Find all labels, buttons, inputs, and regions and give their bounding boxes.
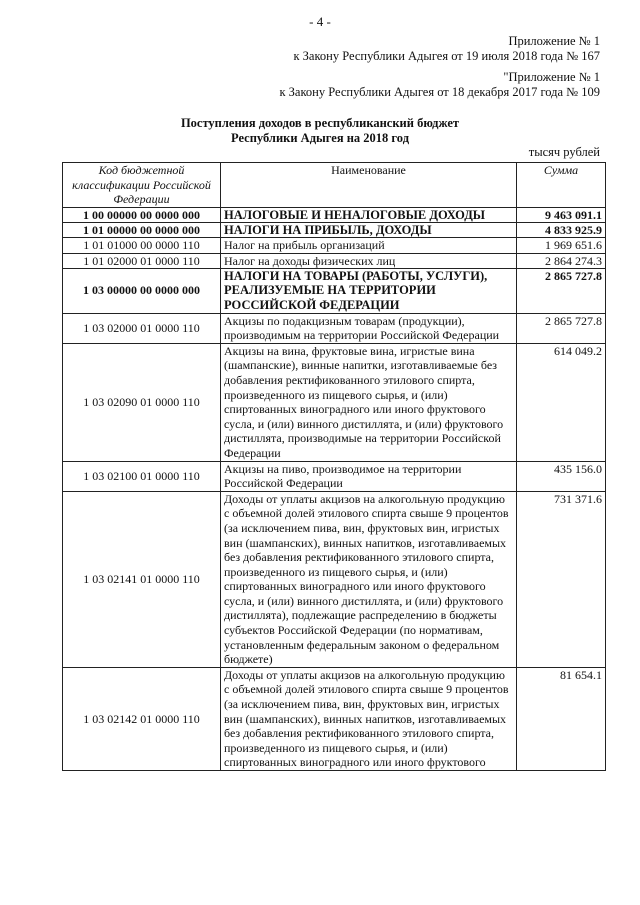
header-code: Код бюджетной классификации Российской Федерации	[63, 163, 221, 208]
title-line1: Поступления доходов в республиканский бюджет	[180, 116, 460, 130]
row-code: 1 01 00000 00 0000 000	[63, 223, 221, 238]
table-row	[63, 461, 606, 491]
table-header-row	[63, 163, 606, 208]
row-name: Налог на доходы физических лиц	[221, 253, 517, 268]
row-name: НАЛОГОВЫЕ И НЕНАЛОГОВЫЕ ДОХОДЫ	[221, 208, 517, 223]
table-row	[63, 268, 606, 313]
table-row	[63, 667, 606, 770]
revenue-table	[62, 162, 606, 771]
appendix-old-line1: "Приложение № 1	[503, 70, 600, 84]
header-sum: Сумма	[517, 163, 606, 208]
row-sum: 731 371.6	[517, 491, 606, 667]
table-row	[63, 491, 606, 667]
appendix-new-line2: к Закону Республики Адыгея от 19 июля 2018 года № 167	[293, 49, 600, 63]
row-sum: 9 463 091.1	[517, 208, 606, 223]
row-code: 1 01 01000 00 0000 110	[63, 238, 221, 253]
row-sum: 81 654.1	[517, 667, 606, 770]
row-name: Налог на прибыль организаций	[221, 238, 517, 253]
row-name: НАЛОГИ НА ПРИБЫЛЬ, ДОХОДЫ	[221, 223, 517, 238]
appendix-header-new	[293, 34, 600, 64]
table-row	[63, 223, 606, 238]
row-code: 1 01 02000 01 0000 110	[63, 253, 221, 268]
row-sum: 614 049.2	[517, 343, 606, 461]
row-code: 1 03 02100 01 0000 110	[63, 461, 221, 491]
row-code: 1 00 00000 00 0000 000	[63, 208, 221, 223]
table-row	[63, 238, 606, 253]
appendix-new-line1: Приложение № 1	[508, 34, 600, 48]
table-row	[63, 253, 606, 268]
header-name: Наименование	[221, 163, 517, 208]
row-name: НАЛОГИ НА ТОВАРЫ (РАБОТЫ, УСЛУГИ), РЕАЛИЗУЕМЫЕ НА ТЕРРИТОРИИ РОССИЙСКОЙ ФЕДЕРАЦИИ	[221, 268, 517, 313]
row-code: 1 03 02090 01 0000 110	[63, 343, 221, 461]
row-sum: 2 864 274.3	[517, 253, 606, 268]
table-row	[63, 313, 606, 343]
appendix-old-line2: к Закону Республики Адыгея от 18 декабря 2017 года № 109	[279, 85, 600, 99]
row-name: Доходы от уплаты акцизов на алкогольную продукцию с объемной долей этилового спирта свыше 9 процентов (за исключением пива, вин, фруктовых вин, игристых вин (шампанских), винных напитков, изготавливаемых без добавления ректификованного этилового спирта, произведенного из пищевого сырья, и (или) спиртованных виноградного или иного фруктового	[221, 667, 517, 770]
title-line2: Республики Адыгея на 2018 год	[230, 131, 410, 145]
row-name: Акцизы на вина, фруктовые вина, игристые вина (шампанские), винные напитки, изготавливаемые без добавления ректификованного этилового спирта, произведенного из пищевого сырья, и (или) спиртованных виноградного или иного фруктового сусла, и (или) винного дистиллята, и (или) фруктового дистиллята, производимые на территории Российской Федерации	[221, 343, 517, 461]
row-name: Доходы от уплаты акцизов на алкогольную продукцию с объемной долей этилового спирта свыше 9 процентов (за исключением пива, вин, фруктовых вин, игристых вин (шампанских), винных напитков, изготавливаемых без добавления ректификованного этилового спирта, произведенного из пищевого сырья, и (или) спиртованных виноградного или иного фруктового сусла, и (или) винного дистиллята, и (или) фруктового дистиллята), подлежащие распределению в бюджеты субъектов Российской Федерации (по нормативам, установленным федеральным законом о федеральном бюджете)	[221, 491, 517, 667]
row-name: Акцизы по подакцизным товарам (продукции), производимым на территории Российской Федерации	[221, 313, 517, 343]
row-sum: 435 156.0	[517, 461, 606, 491]
row-sum: 2 865 727.8	[517, 268, 606, 313]
page-number: - 4 -	[309, 14, 331, 29]
row-code: 1 03 02142 01 0000 110	[63, 667, 221, 770]
appendix-header-old	[279, 70, 600, 100]
units-label: тысяч рублей	[528, 145, 600, 159]
row-code: 1 03 02141 01 0000 110	[63, 491, 221, 667]
row-sum: 4 833 925.9	[517, 223, 606, 238]
row-name: Акцизы на пиво, производимое на территории Российской Федерации	[221, 461, 517, 491]
document-title	[0, 116, 640, 146]
row-code: 1 03 00000 00 0000 000	[63, 268, 221, 313]
row-sum: 1 969 651.6	[517, 238, 606, 253]
table-row	[63, 208, 606, 223]
row-code: 1 03 02000 01 0000 110	[63, 313, 221, 343]
table-row	[63, 343, 606, 461]
row-sum: 2 865 727.8	[517, 313, 606, 343]
